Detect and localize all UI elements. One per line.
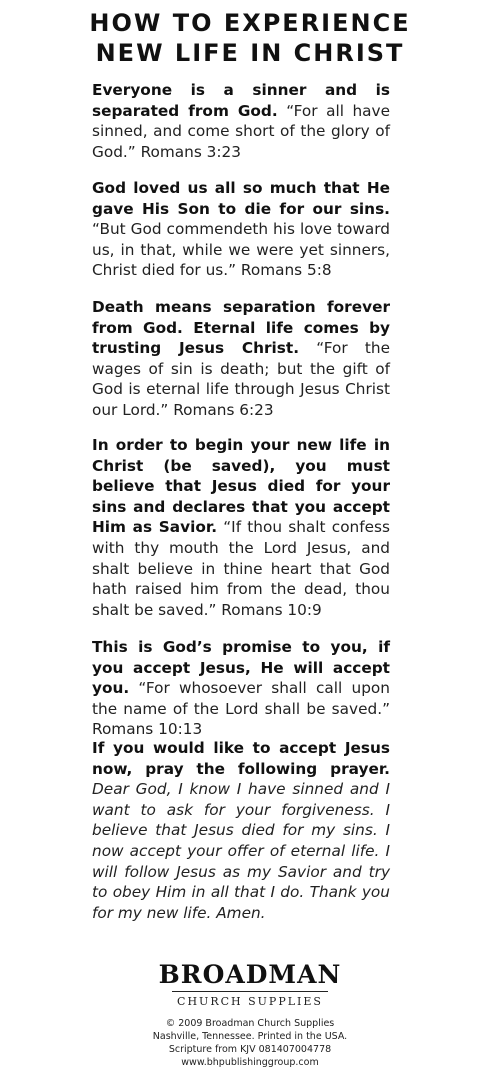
- broadman-logo: [0, 961, 500, 1009]
- footer-line-scripture: Scripture from KJV 081407004778: [168, 1044, 332, 1055]
- title-line-2: NEW LIFE IN CHRIST: [95, 39, 405, 67]
- section-promise: [92, 637, 390, 740]
- section-scripture: “For the wages of sin is death; but the gift of God is eternal life through Jesus Christ our Lord.” Romans 6:23: [92, 339, 391, 419]
- section-new-life: [92, 435, 390, 620]
- prayer-text: Dear God, I know I have sinned and I want to ask for your forgiveness. I believe that Jesus died for my sins. I now accept your offer of eternal life. I will follow Jesus as my Savior and try to obey Him in all that I do. Thank you for my new life. Amen.: [92, 780, 390, 922]
- section-god-loved: [92, 178, 390, 281]
- title-line-1: HOW TO EXPERIENCE: [89, 9, 411, 37]
- footer-line-location: Nashville, Tennessee. Printed in the USA.: [152, 1031, 348, 1042]
- section-heading: This is God’s promise to you, if you accept Jesus, He will accept you.: [92, 638, 390, 698]
- section-heading: Everyone is a sinner and is separated from God.: [92, 81, 390, 120]
- footer-line-copyright: © 2009 Broadman Church Supplies: [165, 1018, 335, 1029]
- section-heading: Death means separation forever from God. Eternal life comes by trusting Jesus Christ.: [92, 298, 390, 358]
- footer-line-website: www.bhpublishinggroup.com: [181, 1057, 319, 1068]
- section-death: [92, 297, 390, 421]
- section-scripture: “For whosoever shall call upon the name of the Lord shall be saved.” Romans 10:13: [92, 679, 390, 739]
- logo-rule: [172, 991, 328, 992]
- section-prayer: [92, 738, 390, 923]
- section-heading: In order to begin your new life in Christ (be saved), you must believe that Jesus died for your sins and declares that you accept Him as Savior.: [92, 436, 390, 537]
- logo-subtitle: CHURCH SUPPLIES: [177, 995, 323, 1008]
- section-heading: God loved us all so much that He gave His Son to die for our sins.: [92, 179, 390, 218]
- section-scripture: “But God commendeth his love toward us, in that, while we were yet sinners, Christ died for us.” Romans 5:8: [92, 220, 390, 280]
- copyright-footer: [0, 1017, 500, 1069]
- section-heading: If you would like to accept Jesus now, pray the following prayer.: [92, 739, 390, 778]
- section-sinner: [92, 80, 390, 162]
- section-scripture: “If thou shalt confess with thy mouth the Lord Jesus, and shalt believe in thine heart that God hath raised him from the dead, thou shalt be saved.” Romans 10:9: [92, 518, 390, 619]
- section-scripture: “For all have sinned, and come short of the glory of God.” Romans 3:23: [92, 101, 390, 161]
- logo-wordmark: BROADMAN: [158, 960, 342, 989]
